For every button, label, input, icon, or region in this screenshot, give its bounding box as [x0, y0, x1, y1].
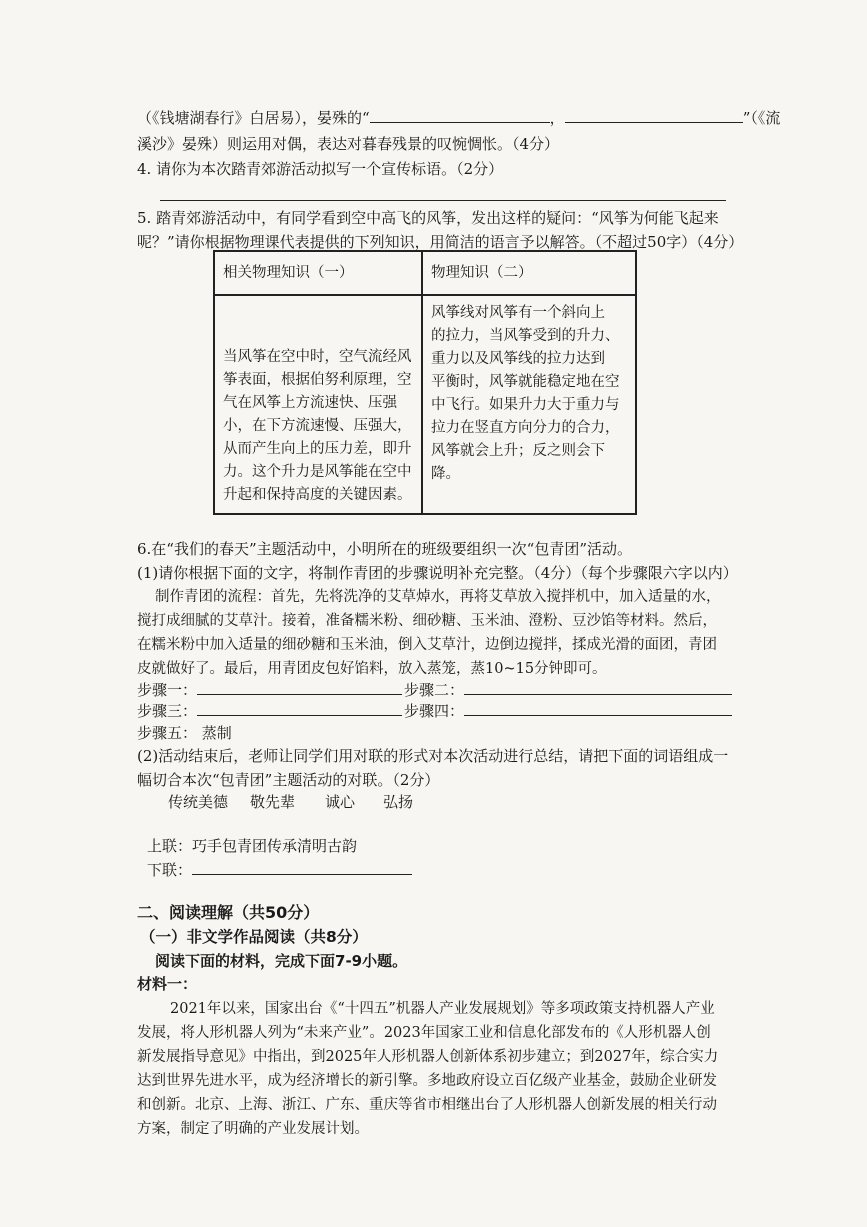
q6-passage-line: 搅打成细腻的艾草汁。接着，准备糯米粉、细砂糖、玉米油、澄粉、豆沙馅等材料。然后，: [137, 613, 717, 629]
q6-intro: 6.在“我们的春天”主题活动中，小明所在的班级要组织一次“包青团”活动。: [137, 540, 632, 558]
q3-blank-2[interactable]: [565, 106, 743, 123]
cell2-line: 拉力在竖直方向分力的合力，: [431, 420, 620, 436]
section-subtitle: （一）非文学作品阅读（共8分）: [140, 928, 368, 946]
cell1-line: 升起和保持高度的关键因素。: [223, 487, 412, 503]
table-cell-2: [422, 295, 636, 514]
word-item: 传统美德: [168, 793, 229, 811]
q6-part2-line2: 幅切合本次“包青团”主题活动的对联。（2分）: [137, 771, 440, 789]
word-item: 弘扬: [383, 793, 414, 811]
cell2-line: 重力以及风筝线的拉力达到: [431, 351, 605, 367]
cell1-line: 从而产生向上的压力差，即升: [223, 441, 412, 457]
cell2-line: 中飞行。如果升力大于重力与: [431, 397, 620, 413]
cell1-line: 当风筝在空中时，空气流经风: [223, 349, 412, 365]
couplet-lower-label: 下联：: [147, 861, 193, 879]
cell1-line: 筝表面，根据伯努利原理，空: [223, 372, 412, 388]
q3-comma: ，: [549, 109, 565, 127]
step-3-row: [137, 699, 402, 723]
q3-prefix: （《钱塘湖春行》白居易），晏殊的“: [137, 109, 370, 127]
cell2-line: 平衡时，风筝就能稳定地在空: [431, 374, 620, 390]
q6-passage-line: 皮就做好了。最后，用青团皮包好馅料，放入蒸笼，蒸10~15分钟即可。: [137, 661, 607, 677]
cell1-line: 气在风筝上方流速快、压强: [223, 395, 397, 411]
table-header-2: 物理知识（二）: [422, 251, 636, 295]
material-line: 发展，将人形机器人列为“未来产业”。2023年国家工业和信息化部发布的《人形机器人创: [137, 1025, 711, 1041]
cell2-line: 的拉力，当风筝受到的升力、: [431, 328, 620, 344]
step-3-label: 步骤三：: [137, 702, 198, 720]
table-cell-1: [214, 295, 422, 514]
q3-blank-1[interactable]: [370, 106, 550, 123]
word-item: 敬先辈: [250, 793, 296, 811]
word-item: 诚心: [325, 793, 356, 811]
q5-line2: 呢？”请你根据物理课代表提供的下列知识，用简洁的语言予以解答。（不超过50字）（4分）: [137, 233, 744, 251]
material-line: 达到世界先进水平，成为经济增长的新引擎。多地政府设立百亿级产业基金，鼓励企业研发: [137, 1073, 717, 1089]
q6-part2-line1: (2)活动结束后，老师让同学们用对联的形式对本次活动进行总结，请把下面的词语组成一: [137, 747, 729, 765]
physics-knowledge-table: [213, 250, 637, 515]
couplet-lower-row: [147, 858, 412, 882]
q6-passage-line: 在糯米粉中加入适量的细砂糖和玉米油，倒入艾草汁，边倒边搅拌，揉成光滑的面团，青团: [137, 637, 717, 653]
material-label: 材料一：: [137, 975, 198, 993]
q3-line1: [137, 106, 780, 130]
cell1-line: 小，在下方流速慢、压强大，: [223, 418, 412, 434]
q3-suffix: ”（《流: [742, 109, 781, 127]
material-line: 方案，制定了明确的产业发展计划。: [137, 1121, 369, 1137]
table-header-1: 相关物理知识（一）: [214, 251, 422, 295]
q4-answer-line[interactable]: [160, 200, 726, 201]
q6-passage-line: 制作青团的流程：首先，先将洗净的艾草焯水，再将艾草放入搅拌机中，加入适量的水，: [155, 589, 721, 605]
cell2-line: 降。: [431, 466, 460, 482]
section-instruction: 阅读下面的材料，完成下面7-9小题。: [155, 952, 408, 970]
table-header-row: [214, 251, 636, 295]
material-line: 新发展指导意见》中指出，到2025年人形机器人创新体系初步建立；到2027年，综合实力: [137, 1049, 719, 1065]
q5-line1: 5. 踏青郊游活动中，有同学看到空中高飞的风筝，发出这样的疑问：“风筝为何能飞起来: [137, 209, 719, 227]
cell2-line: 风筝线对风筝有一个斜向上: [431, 305, 605, 321]
q4-text: 4. 请你为本次踏青郊游活动拟写一个宣传标语。（2分）: [137, 160, 504, 178]
couplet-upper: 上联：巧手包青团传承清明古韵: [147, 837, 358, 855]
step-4-label: 步骤四：: [404, 702, 465, 720]
material-line: 和创新。北京、上海、浙江、广东、重庆等省市相继出台了人形机器人创新发展的相关行动: [137, 1097, 717, 1113]
q3-line2: 溪沙》晏殊）则运用对偶，表达对暮春残景的叹惋惆怅。（4分）: [137, 135, 560, 153]
step-2-blank[interactable]: [464, 678, 732, 695]
cell1-line: 力。这个升力是风筝能在空中: [223, 464, 412, 480]
q6-part1: (1)请你根据下面的文字，将制作青团的步骤说明补充完整。（4分）（每个步骤限六字以内）: [137, 564, 738, 582]
step-2-label: 步骤二：: [404, 681, 465, 699]
couplet-lower-blank[interactable]: [192, 858, 412, 875]
step-4-row: [404, 699, 732, 723]
step-1-blank[interactable]: [197, 678, 402, 695]
step-3-blank[interactable]: [197, 699, 402, 716]
material-line: 2021年以来，国家出台《“十四五”机器人产业发展规划》等多项政策支持机器人产业: [170, 1001, 715, 1017]
step-1-label: 步骤一：: [137, 681, 198, 699]
step-4-blank[interactable]: [464, 699, 732, 716]
section-title: 二、阅读理解（共50分）: [137, 903, 320, 922]
step-5: 步骤五： 蒸制: [137, 724, 232, 742]
cell2-line: 风筝就会上升；反之则会下: [431, 443, 605, 459]
table-body-row: [214, 295, 636, 514]
